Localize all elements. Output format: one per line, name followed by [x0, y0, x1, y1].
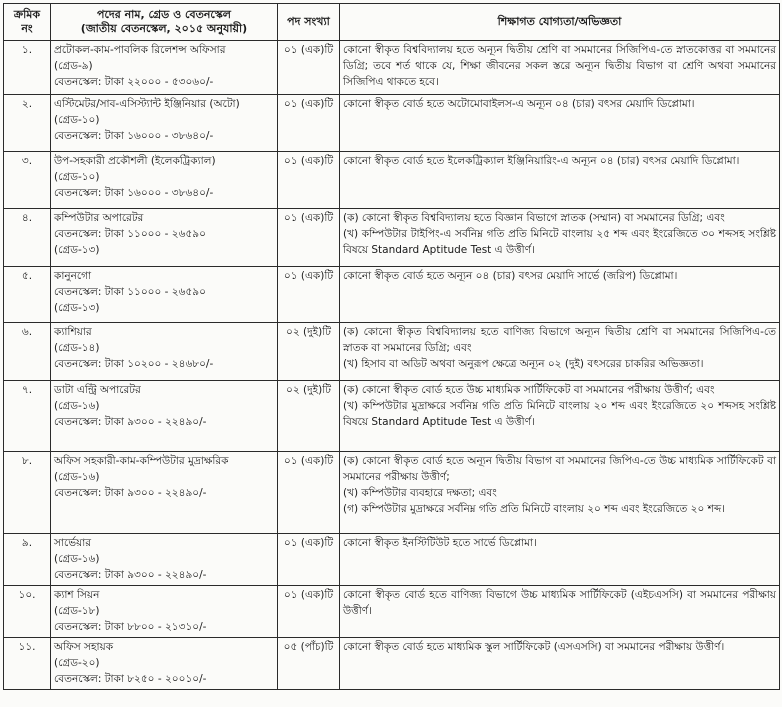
header-post-title: পদের নাম, গ্রেড ও বেতনস্কেল — [97, 8, 231, 21]
post-line: বেতনস্কেল: টাকা ৯৩০০ - ২২৪৯০/- — [54, 487, 207, 499]
job-vacancy-table — [3, 3, 780, 690]
post-line: (গ্রেড-১৬) — [54, 553, 100, 565]
header-qualification: শিক্ষাগত যোগ্যতা/অভিজ্ঞতা — [340, 4, 780, 41]
table-row — [4, 95, 780, 152]
serial-cell: ৫. — [4, 267, 51, 323]
post-cell — [51, 323, 278, 381]
post-line: (গ্রেড-১৬) — [54, 400, 100, 412]
qualification-line: (খ) কম্পিউটার মুদ্রাক্ষরে সর্বনিম্ন গতি প্রতি মিনিটে বাংলায় ২০ শব্দ এবং ইংরেজিতে ২০ শব্দসহ সংশ্লিষ্ট বিষয়ে Standard Aptitude Test এ উত্তীর্ণ। — [343, 400, 776, 428]
qualification-cell — [340, 586, 780, 638]
table-row — [4, 41, 780, 95]
post-count-cell: ০১ (এক)টি — [278, 586, 340, 638]
post-count-cell: ০১ (এক)টি — [278, 452, 340, 534]
qualification-line: কোনো স্বীকৃত বোর্ড হতে ইলেকট্রিক্যাল ইঞ্জিনিয়ারিং-এ অন্যূন ০৪ (চার) বৎসর মেয়াদি ডিপ্লোমা। — [343, 155, 740, 167]
post-cell — [51, 209, 278, 267]
serial-cell: ৩. — [4, 152, 51, 209]
post-line: এস্টিমেটর/সাব-এসিস্ট্যান্ট ইঞ্জিনিয়ার (অটো) — [54, 98, 240, 110]
qualification-cell — [340, 152, 780, 209]
qualification-line: কোনো স্বীকৃত বোর্ড হতে বাণিজ্য বিভাগে উচ্চ মাধ্যমিক সার্টিফিকেট (এইচএসসি) বা সমমানের পরীক্ষায় উত্তীর্ণ। — [343, 589, 776, 617]
post-line: অফিস সহকারী-কাম-কম্পিউটার মুদ্রাক্ষরিক — [54, 455, 229, 467]
table-row — [4, 638, 780, 690]
post-count-cell: ০২ (দুই)টি — [278, 323, 340, 381]
qualification-line: কোনো স্বীকৃত ইনস্টিটিউট হতে সার্ভে ডিপ্লোমা। — [343, 537, 537, 549]
post-line: বেতনস্কেল: টাকা ৮৮০০ - ২১৩১০/- — [54, 621, 207, 633]
post-cell — [51, 41, 278, 95]
table-row — [4, 534, 780, 586]
post-cell — [51, 452, 278, 534]
post-count-cell: ০১ (এক)টি — [278, 152, 340, 209]
qualification-line: (খ) কম্পিউটার ব্যবহারে দক্ষতা; এবং — [343, 487, 497, 499]
post-line: (গ্রেড-১৩) — [54, 244, 100, 256]
serial-cell: ৬. — [4, 323, 51, 381]
post-count-cell: ০২ (দুই)টি — [278, 381, 340, 452]
table-row — [4, 323, 780, 381]
qualification-cell — [340, 323, 780, 381]
post-count-cell: ০১ (এক)টি — [278, 209, 340, 267]
post-line: সার্ভেয়ার — [54, 537, 92, 549]
post-line: বেতনস্কেল: টাকা ১৬০০০ - ৩৮৬৪০/- — [54, 187, 214, 199]
post-line: বেতনস্কেল: টাকা ১৬০০০ - ৩৮৬৪০/- — [54, 130, 214, 142]
qualification-line: (ক) কোনো স্বীকৃত বিশ্ববিদ্যালয় হতে বিজ্ঞান বিভাগে স্নাতক (সম্মান) বা সমমানের ডিগ্রি; এবং — [343, 212, 725, 224]
post-cell — [51, 586, 278, 638]
post-line: (গ্রেড-১৬) — [54, 471, 100, 483]
post-line: (গ্রেড-১৪) — [54, 342, 100, 354]
table-header-row — [4, 4, 780, 41]
qualification-cell — [340, 41, 780, 95]
serial-cell: ৮. — [4, 452, 51, 534]
qualification-line: (ক) কোনো স্বীকৃত বোর্ড হতে উচ্চ মাধ্যমিক সার্টিফিকেট বা সমমানের পরীক্ষায় উত্তীর্ণ; এবং — [343, 384, 715, 396]
serial-cell: ১১. — [4, 638, 51, 690]
post-cell — [51, 267, 278, 323]
post-line: ক্যাশ সিয়ন — [54, 589, 100, 601]
table-row — [4, 267, 780, 323]
qualification-cell — [340, 267, 780, 323]
post-count-cell: ০১ (এক)টি — [278, 267, 340, 323]
header-serial: ক্রমিক নং — [4, 4, 51, 41]
qualification-cell — [340, 638, 780, 690]
post-count-cell: ০১ (এক)টি — [278, 534, 340, 586]
qualification-line: (খ) হিসাব বা অডিট অথবা অনুরূপ ক্ষেত্রে অন্যূন ০২ (দুই) বৎসরের চাকরির অভিজ্ঞতা। — [343, 358, 704, 370]
qualification-line: কোনো স্বীকৃত বিশ্ববিদ্যালয় হতে অন্যূন দ্বিতীয় শ্রেণি বা সমমানের সিজিপিএ-তে স্নাতকোত্তর বা সমমানের ডিগ্রি; তবে শর্ত থাকে যে, শিক্ষা জীবনের সকল স্তরে অন্যূন দ্বিতীয় বিভাগ বা শ্রেণি অথবা সমমানের সিজিপিএ থাকতে হবে। — [343, 44, 776, 88]
table-row — [4, 381, 780, 452]
serial-cell: ২. — [4, 95, 51, 152]
post-line: (গ্রেড-১৮) — [54, 605, 100, 617]
post-cell — [51, 534, 278, 586]
serial-cell: ৪. — [4, 209, 51, 267]
post-line: (গ্রেড-১৩) — [54, 302, 100, 314]
qualification-cell — [340, 95, 780, 152]
post-line: প্রটোকল-কাম-পাবলিক রিলেশন্স অফিসার — [54, 44, 226, 56]
qualification-line: (ক) কোনো স্বীকৃত বিশ্ববিদ্যালয় হতে বাণিজ্য বিভাগে অন্যূন দ্বিতীয় শ্রেণি বা সমমানের সিজিপিএ-তে স্নাতক বা সমমানের ডিগ্রি; এবং — [343, 326, 776, 354]
table-row — [4, 586, 780, 638]
post-line: (গ্রেড-১০) — [54, 114, 100, 126]
post-count-cell: ০১ (এক)টি — [278, 41, 340, 95]
qualification-line: (খ) কম্পিউটার টাইপিং-এ সর্বনিম্ন গতি প্রতি মিনিটে বাংলায় ২৫ শব্দ এবং ইংরেজিতে ৩০ শব্দসহ সংশ্লিষ্ট বিষয়ে Standard Aptitude Test এ উত্তীর্ণ। — [343, 228, 776, 256]
post-cell — [51, 152, 278, 209]
post-cell — [51, 95, 278, 152]
post-line: বেতনস্কেল: টাকা ১১০০০ - ২৬৫৯০ — [54, 228, 206, 240]
qualification-cell — [340, 452, 780, 534]
post-line: কানুনগো — [54, 270, 92, 282]
serial-cell: ৯. — [4, 534, 51, 586]
serial-cell: ১. — [4, 41, 51, 95]
post-line: (গ্রেড-১০) — [54, 171, 100, 183]
table-body — [4, 41, 780, 690]
header-post — [51, 4, 278, 41]
table-row — [4, 452, 780, 534]
post-line: অফিস সহায়ক — [54, 641, 114, 653]
post-count-cell: ০৫ (পাঁচ)টি — [278, 638, 340, 690]
qualification-line: (ক) কোনো স্বীকৃত বোর্ড হতে অন্যূন দ্বিতীয় বিভাগ বা সমমানের জিপিএ-তে উচ্চ মাধ্যমিক সার্টিফিকেট বা সমমানের পরীক্ষায় উত্তীর্ণ; — [343, 455, 776, 483]
header-count: পদ সংখ্যা — [278, 4, 340, 41]
qualification-cell — [340, 534, 780, 586]
serial-cell: ৭. — [4, 381, 51, 452]
post-cell — [51, 381, 278, 452]
serial-cell: ১০. — [4, 586, 51, 638]
post-line: (গ্রেড-৯) — [54, 60, 93, 72]
qualification-cell — [340, 381, 780, 452]
qualification-line: কোনো স্বীকৃত বোর্ড হতে মাধ্যমিক স্কুল সার্টিফিকেট (এসএসসি) বা সমমানের পরীক্ষায় উত্তীর্ণ। — [343, 641, 725, 653]
post-line: বেতনস্কেল: টাকা ২২০০০ - ৫৩০৬০/- — [54, 76, 214, 88]
post-line: বেতনস্কেল: টাকা ৮২৫০ - ২০০১০/- — [54, 673, 207, 685]
post-line: বেতনস্কেল: টাকা ১০২০০ - ২৪৬৮০/- — [54, 358, 214, 370]
post-line: ক্যাশিয়ার — [54, 326, 92, 338]
qualification-cell — [340, 209, 780, 267]
post-line: বেতনস্কেল: টাকা ১১০০০ - ২৬৫৯০ — [54, 286, 206, 298]
qualification-line: (গ) কম্পিউটার মুদ্রাক্ষরে সর্বনিম্ন গতি প্রতি মিনিটে বাংলায় ২০ শব্দ এবং ইংরেজিতে ২০ শব্দ। — [343, 503, 725, 515]
qualification-line: কোনো স্বীকৃত বোর্ড হতে অটোমোবাইলস-এ অন্যূন ০৪ (চার) বৎসর মেয়াদি ডিপ্লোমা। — [343, 98, 695, 110]
post-line: ডাটা এন্ট্রি অপারেটর — [54, 384, 141, 396]
post-count-cell: ০১ (এক)টি — [278, 95, 340, 152]
header-post-subtitle: (জাতীয় বেতনস্কেল, ২০১৫ অনুযায়ী) — [80, 22, 248, 35]
post-line: বেতনস্কেল: টাকা ৯৩০০ - ২২৪৯০/- — [54, 416, 207, 428]
post-line: কম্পিউটার অপারেটর — [54, 212, 144, 224]
qualification-line: কোনো স্বীকৃত বোর্ড হতে অন্যূন ০৪ (চার) বৎসর মেয়াদি সার্ভে (জরিপ) ডিপ্লোমা। — [343, 270, 678, 282]
post-line: বেতনস্কেল: টাকা ৯৩০০ - ২২৪৯০/- — [54, 569, 207, 581]
post-line: (গ্রেড-২০) — [54, 657, 100, 669]
post-cell — [51, 638, 278, 690]
table-row — [4, 209, 780, 267]
post-line: উপ-সহকারী প্রকৌশলী (ইলেকট্রিক্যাল) — [54, 155, 216, 167]
table-row — [4, 152, 780, 209]
